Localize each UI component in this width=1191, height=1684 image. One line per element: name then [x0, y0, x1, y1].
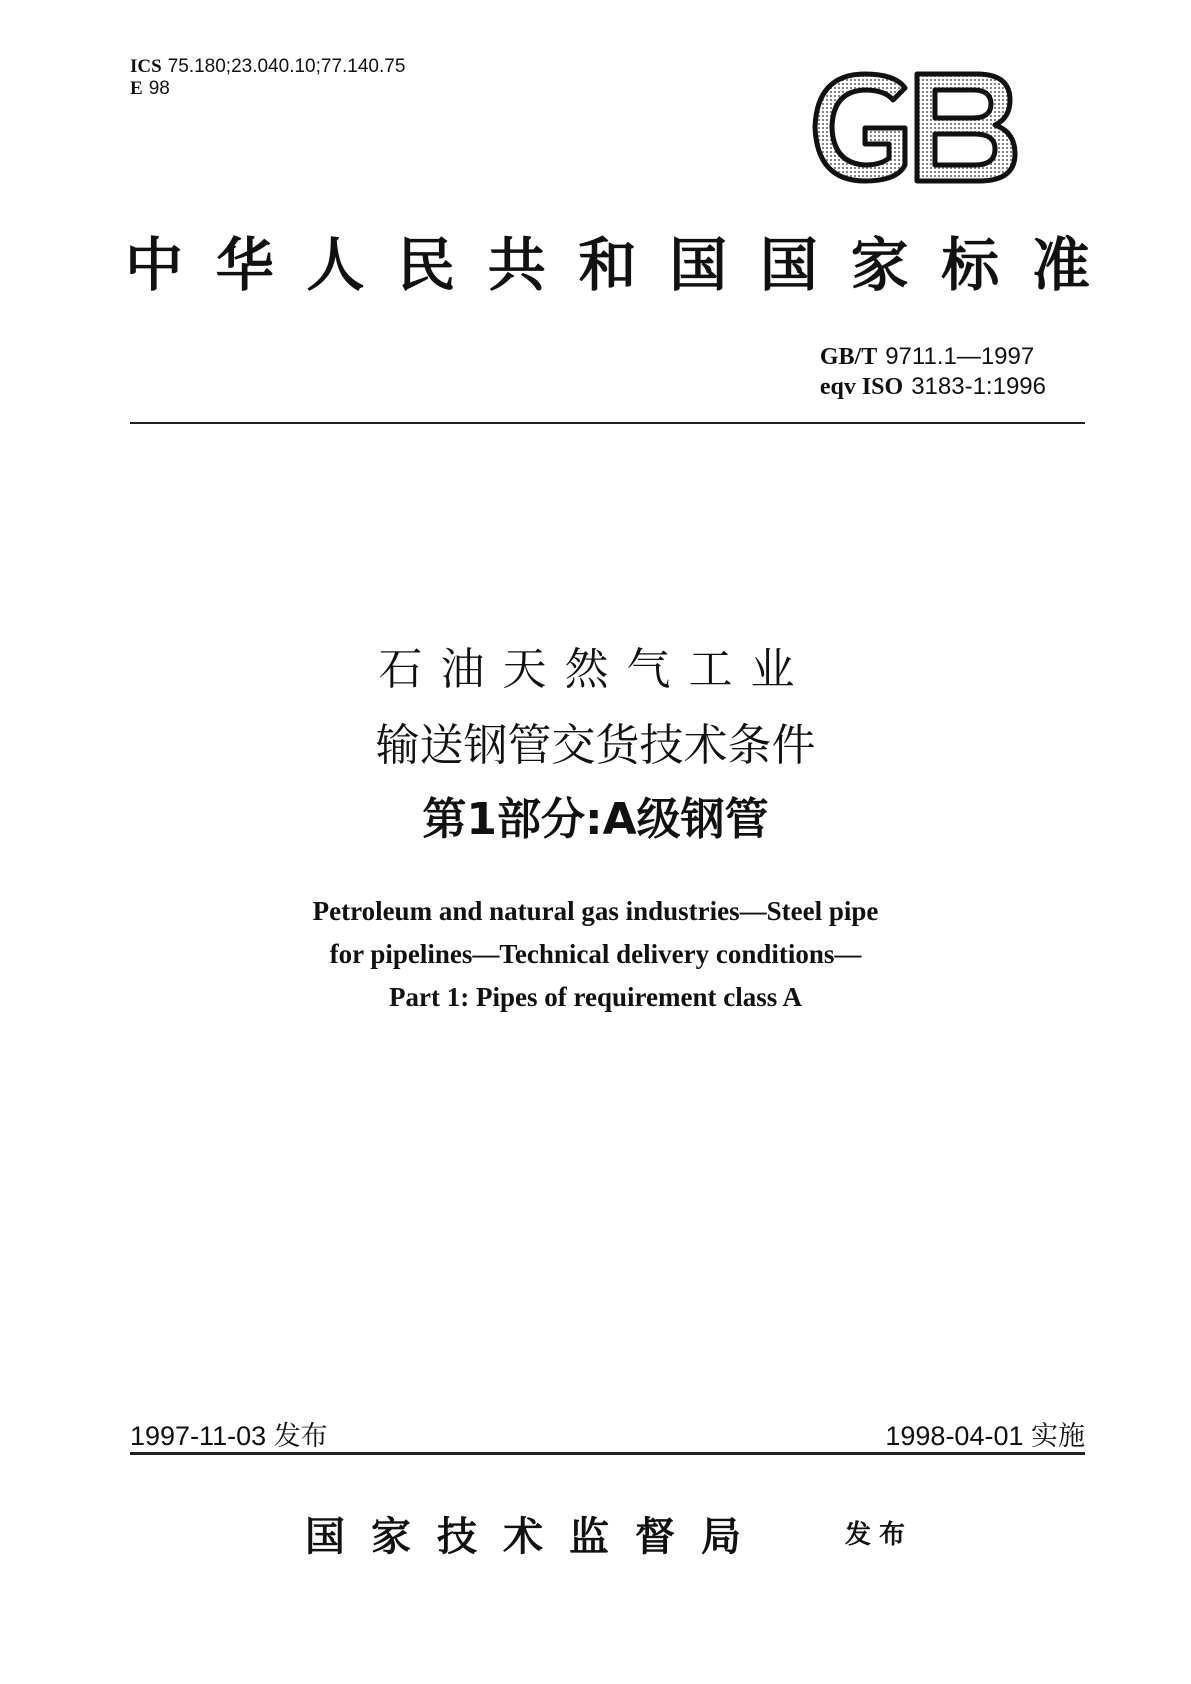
issuing-authority-suffix: 发布: [845, 1520, 914, 1550]
ics-value: 75.180;23.040.10;77.140.75: [167, 56, 406, 77]
ics-line: [130, 56, 405, 78]
ics-label: ICS: [130, 56, 162, 77]
title-cn-line1: 石油天然气工业: [378, 644, 813, 695]
ccs-line: [130, 78, 405, 100]
equivalence-line: [820, 372, 1046, 402]
standard-number-line: [820, 342, 1046, 372]
footer-divider: [130, 1452, 1085, 1455]
title-en-line1: Petroleum and natural gas industries—Steel pipe: [312, 896, 879, 926]
ccs-value: 98: [148, 78, 170, 99]
standard-codes: [820, 342, 1046, 402]
standard-number-label: GB/T: [819, 344, 878, 370]
implementation-date: 1998-04-01 实施: [885, 1421, 1085, 1451]
title-cn-line2: 输送钢管交货技术条件: [375, 720, 816, 771]
title-en-line2: for pipelines—Technical delivery conditions—: [329, 939, 862, 969]
gb-logo-icon: [805, 70, 1020, 185]
header-divider: [130, 422, 1085, 424]
classification-block: [130, 56, 405, 100]
equivalence-label: eqv ISO: [819, 374, 904, 400]
title-en-line3: Part 1: Pipes of requirement class A: [389, 982, 802, 1012]
title-en: [0, 890, 1191, 1019]
ccs-label: E: [130, 78, 143, 99]
dates-row: [130, 1414, 1085, 1450]
issuing-authority: 国家技术监督局: [305, 1513, 767, 1560]
issue-date: 1997-11-03 发布: [130, 1421, 328, 1451]
title-cn-line3: 第1部分:A级钢管: [422, 794, 769, 845]
standard-number-value: 9711.1—1997: [885, 343, 1035, 370]
national-standard-title: 中华人民共和国国家标准: [125, 231, 1090, 299]
equivalence-value: 3183-1:1996: [911, 373, 1046, 400]
